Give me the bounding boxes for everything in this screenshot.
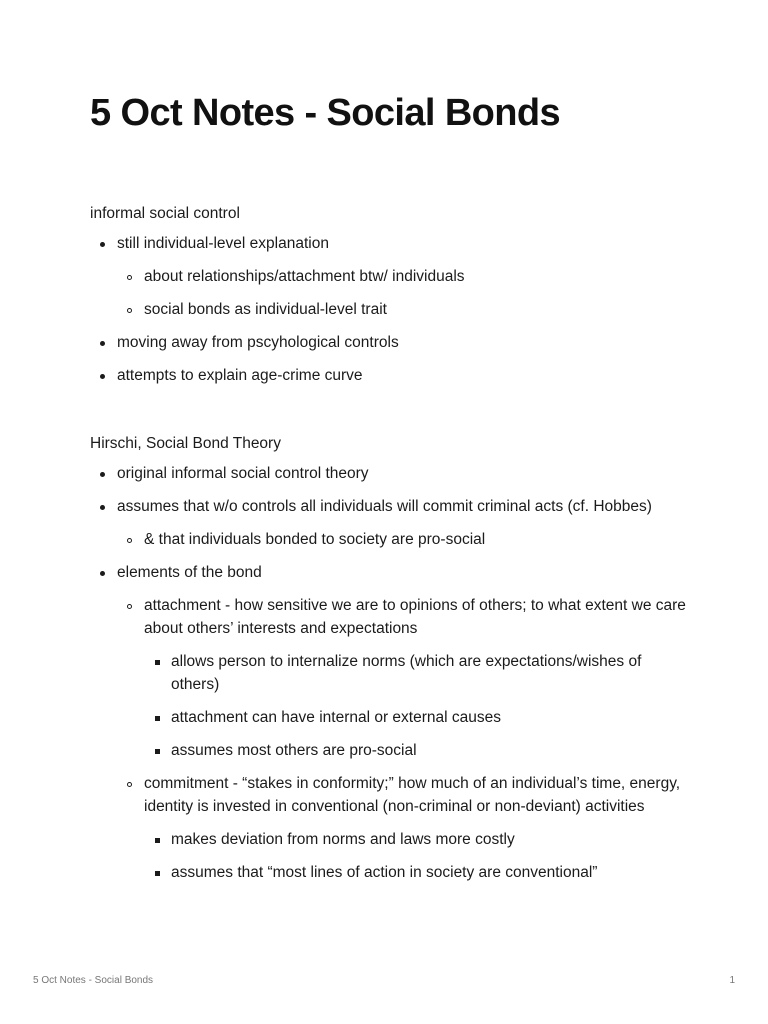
section-informal-social-control [90, 200, 690, 392]
bullet-circle-icon [127, 782, 132, 787]
list-item [90, 589, 690, 645]
list-item [90, 359, 690, 392]
list-item-text: commitment - “stakes in conformity;” how much of an individual’s time, energy, identity is invested in conventional (non-criminal or non-deviant) activities [144, 775, 681, 815]
list-item [90, 701, 690, 734]
list-item-text: makes deviation from norms and laws more costly [171, 831, 515, 848]
page-title: 5 Oct Notes - Social Bonds [90, 92, 561, 134]
list-item-text: assumes that “most lines of action in society are conventional” [171, 864, 598, 881]
list-item-text: social bonds as individual-level trait [144, 301, 387, 318]
bullet-disc-icon [100, 242, 105, 247]
bullet-square-icon [155, 749, 160, 754]
bullet-square-icon [155, 716, 160, 721]
bullet-disc-icon [100, 472, 105, 477]
section-heading: informal social control [90, 205, 240, 222]
bullet-square-icon [155, 660, 160, 665]
list-item [90, 293, 690, 326]
list-item [90, 523, 690, 556]
list-item [90, 227, 690, 260]
list-item-text: still individual-level explanation [117, 235, 329, 252]
bullet-circle-icon [127, 308, 132, 313]
list-item-text: elements of the bond [117, 564, 262, 581]
document-body [90, 200, 690, 889]
list-item-text: attachment - how sensitive we are to opinions of others; to what extent we care about others’ interests and expectations [144, 597, 686, 637]
bullet-list [90, 227, 690, 392]
list-item [90, 645, 690, 701]
bullet-square-icon [155, 838, 160, 843]
list-item [90, 260, 690, 293]
bullet-disc-icon [100, 505, 105, 510]
list-item [90, 767, 690, 823]
footer-page-number: 1 [729, 975, 735, 986]
list-item [90, 823, 690, 856]
list-item [90, 457, 690, 490]
bullet-disc-icon [100, 341, 105, 346]
list-item-text: original informal social control theory [117, 465, 369, 482]
list-item [90, 490, 690, 523]
list-item-text: & that individuals bonded to society are pro-social [144, 531, 486, 548]
list-item-text: allows person to internalize norms (which are expectations/wishes of others) [171, 653, 642, 693]
list-item [90, 856, 690, 889]
bullet-disc-icon [100, 374, 105, 379]
list-item-text: assumes that w/o controls all individuals will commit criminal acts (cf. Hobbes) [117, 498, 652, 515]
list-item-text: attempts to explain age-crime curve [117, 367, 363, 384]
bullet-circle-icon [127, 275, 132, 280]
list-item [90, 556, 690, 589]
bullet-square-icon [155, 871, 160, 876]
list-item-text: about relationships/attachment btw/ individuals [144, 268, 465, 285]
section-hirschi-social-bond-theory [90, 430, 690, 889]
list-item-text: attachment can have internal or external causes [171, 709, 501, 726]
bullet-circle-icon [127, 604, 132, 609]
list-item [90, 326, 690, 359]
bullet-circle-icon [127, 538, 132, 543]
section-spacer [90, 392, 690, 430]
list-item-text: moving away from pscyhological controls [117, 334, 399, 351]
footer-document-title: 5 Oct Notes - Social Bonds [33, 975, 154, 986]
section-heading: Hirschi, Social Bond Theory [90, 435, 281, 452]
list-item-text: assumes most others are pro-social [171, 742, 417, 759]
bullet-disc-icon [100, 571, 105, 576]
list-item [90, 734, 690, 767]
bullet-list [90, 457, 690, 889]
